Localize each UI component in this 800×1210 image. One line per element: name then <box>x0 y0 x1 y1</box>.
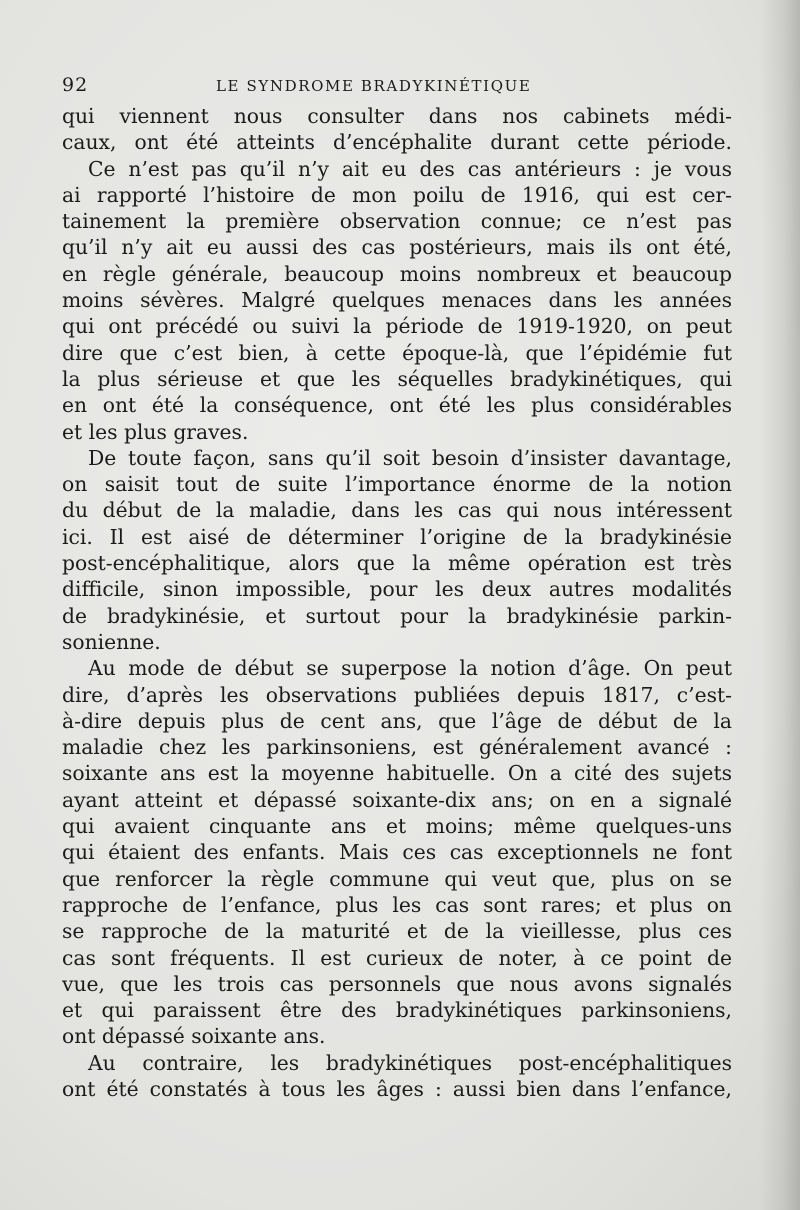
text-line: maladie chez les parkinsoniens, est généralement avancé : <box>62 735 732 760</box>
text-line: caux, ont été atteints d’encéphalite durant cette période. <box>62 130 732 155</box>
body-text <box>62 103 732 1102</box>
text-line: difficile, sinon impossible, pour les deux autres modalités <box>62 577 732 602</box>
text-line: se rapproche de la maturité et de la vieillesse, plus ces <box>62 919 732 944</box>
text-line: vue, que les trois cas personnels que nous avons signalés <box>62 971 732 996</box>
text-line: en ont été la conséquence, ont été les plus considérables <box>62 393 732 418</box>
text-line: ont été constatés à tous les âges : aussi bien dans l’enfance, <box>62 1076 732 1101</box>
text-line: De toute façon, sans qu’il soit besoin d’insister davantage, <box>88 445 732 470</box>
text-line: la plus sérieuse et que les séquelles bradykinétiques, qui <box>62 366 732 391</box>
text-line: dire, d’après les observations publiées depuis 1817, c’est- <box>62 682 732 707</box>
page-edge-shadow <box>760 0 800 1210</box>
text-line: à-dire depuis plus de cent ans, que l’âge de début de la <box>62 708 732 733</box>
text-line: moins sévères. Malgré quelques menaces dans les années <box>62 288 732 313</box>
text-line: tainement la première observation connue; ce n’est pas <box>62 209 732 234</box>
running-title: LE SYNDROME BRADYKINÉTIQUE <box>216 77 532 95</box>
text-line: soixante ans est la moyenne habituelle. On a cité des sujets <box>62 761 732 786</box>
text-line: qui viennent nous consulter dans nos cabinets médi- <box>62 104 732 128</box>
text-line: sonienne. <box>62 629 161 654</box>
page-header <box>62 74 732 100</box>
text-line: rapproche de l’enfance, plus les cas sont rares; et plus on <box>62 892 732 917</box>
text-line: qu’il n’y ait eu aussi des cas postérieurs, mais ils ont été, <box>62 235 732 260</box>
text-line: que renforcer la règle commune qui veut que, plus on se <box>62 866 732 891</box>
text-line: ayant atteint et dépassé soixante-dix ans; on en a signalé <box>62 787 732 812</box>
page-number: 92 <box>62 74 89 96</box>
text-line: ont dépassé soixante ans. <box>62 1024 326 1049</box>
text-line: ai rapporté l’histoire de mon poilu de 1916, qui est cer- <box>62 182 732 207</box>
text-line: Ce n’est pas qu’il n’y ait eu des cas antérieurs : je vous <box>88 156 732 181</box>
text-line: et les plus graves. <box>62 419 249 444</box>
text-line: qui ont précédé ou suivi la période de 1919-1920, on peut <box>62 314 732 339</box>
text-line: on saisit tout de suite l’importance énorme de la notion <box>62 472 732 497</box>
text-line: Au contraire, les bradykinétiques post-encéphalitiques <box>88 1050 732 1075</box>
text-line: du début de la maladie, dans les cas qui nous intéressent <box>62 498 732 523</box>
text-line: ici. Il est aisé de déterminer l’origine de la bradykinésie <box>62 524 732 549</box>
text-line: qui avaient cinquante ans et moins; même quelques-uns <box>62 814 732 839</box>
text-line: de bradykinésie, et surtout pour la bradykinésie parkin- <box>62 603 732 628</box>
text-line: Au mode de début se superpose la notion d’âge. On peut <box>88 656 732 681</box>
text-line: cas sont fréquents. Il est curieux de noter, à ce point de <box>62 945 732 970</box>
text-line: et qui paraissent être des bradykinétiques parkinsoniens, <box>62 998 732 1023</box>
text-line: post-encéphalitique, alors que la même opération est très <box>62 551 732 576</box>
text-line: en règle générale, beaucoup moins nombreux et beaucoup <box>62 261 732 286</box>
text-line: dire que c’est bien, à cette époque-là, que l’épidémie fut <box>62 340 732 365</box>
text-line: qui étaient des enfants. Mais ces cas exceptionnels ne font <box>62 840 732 865</box>
